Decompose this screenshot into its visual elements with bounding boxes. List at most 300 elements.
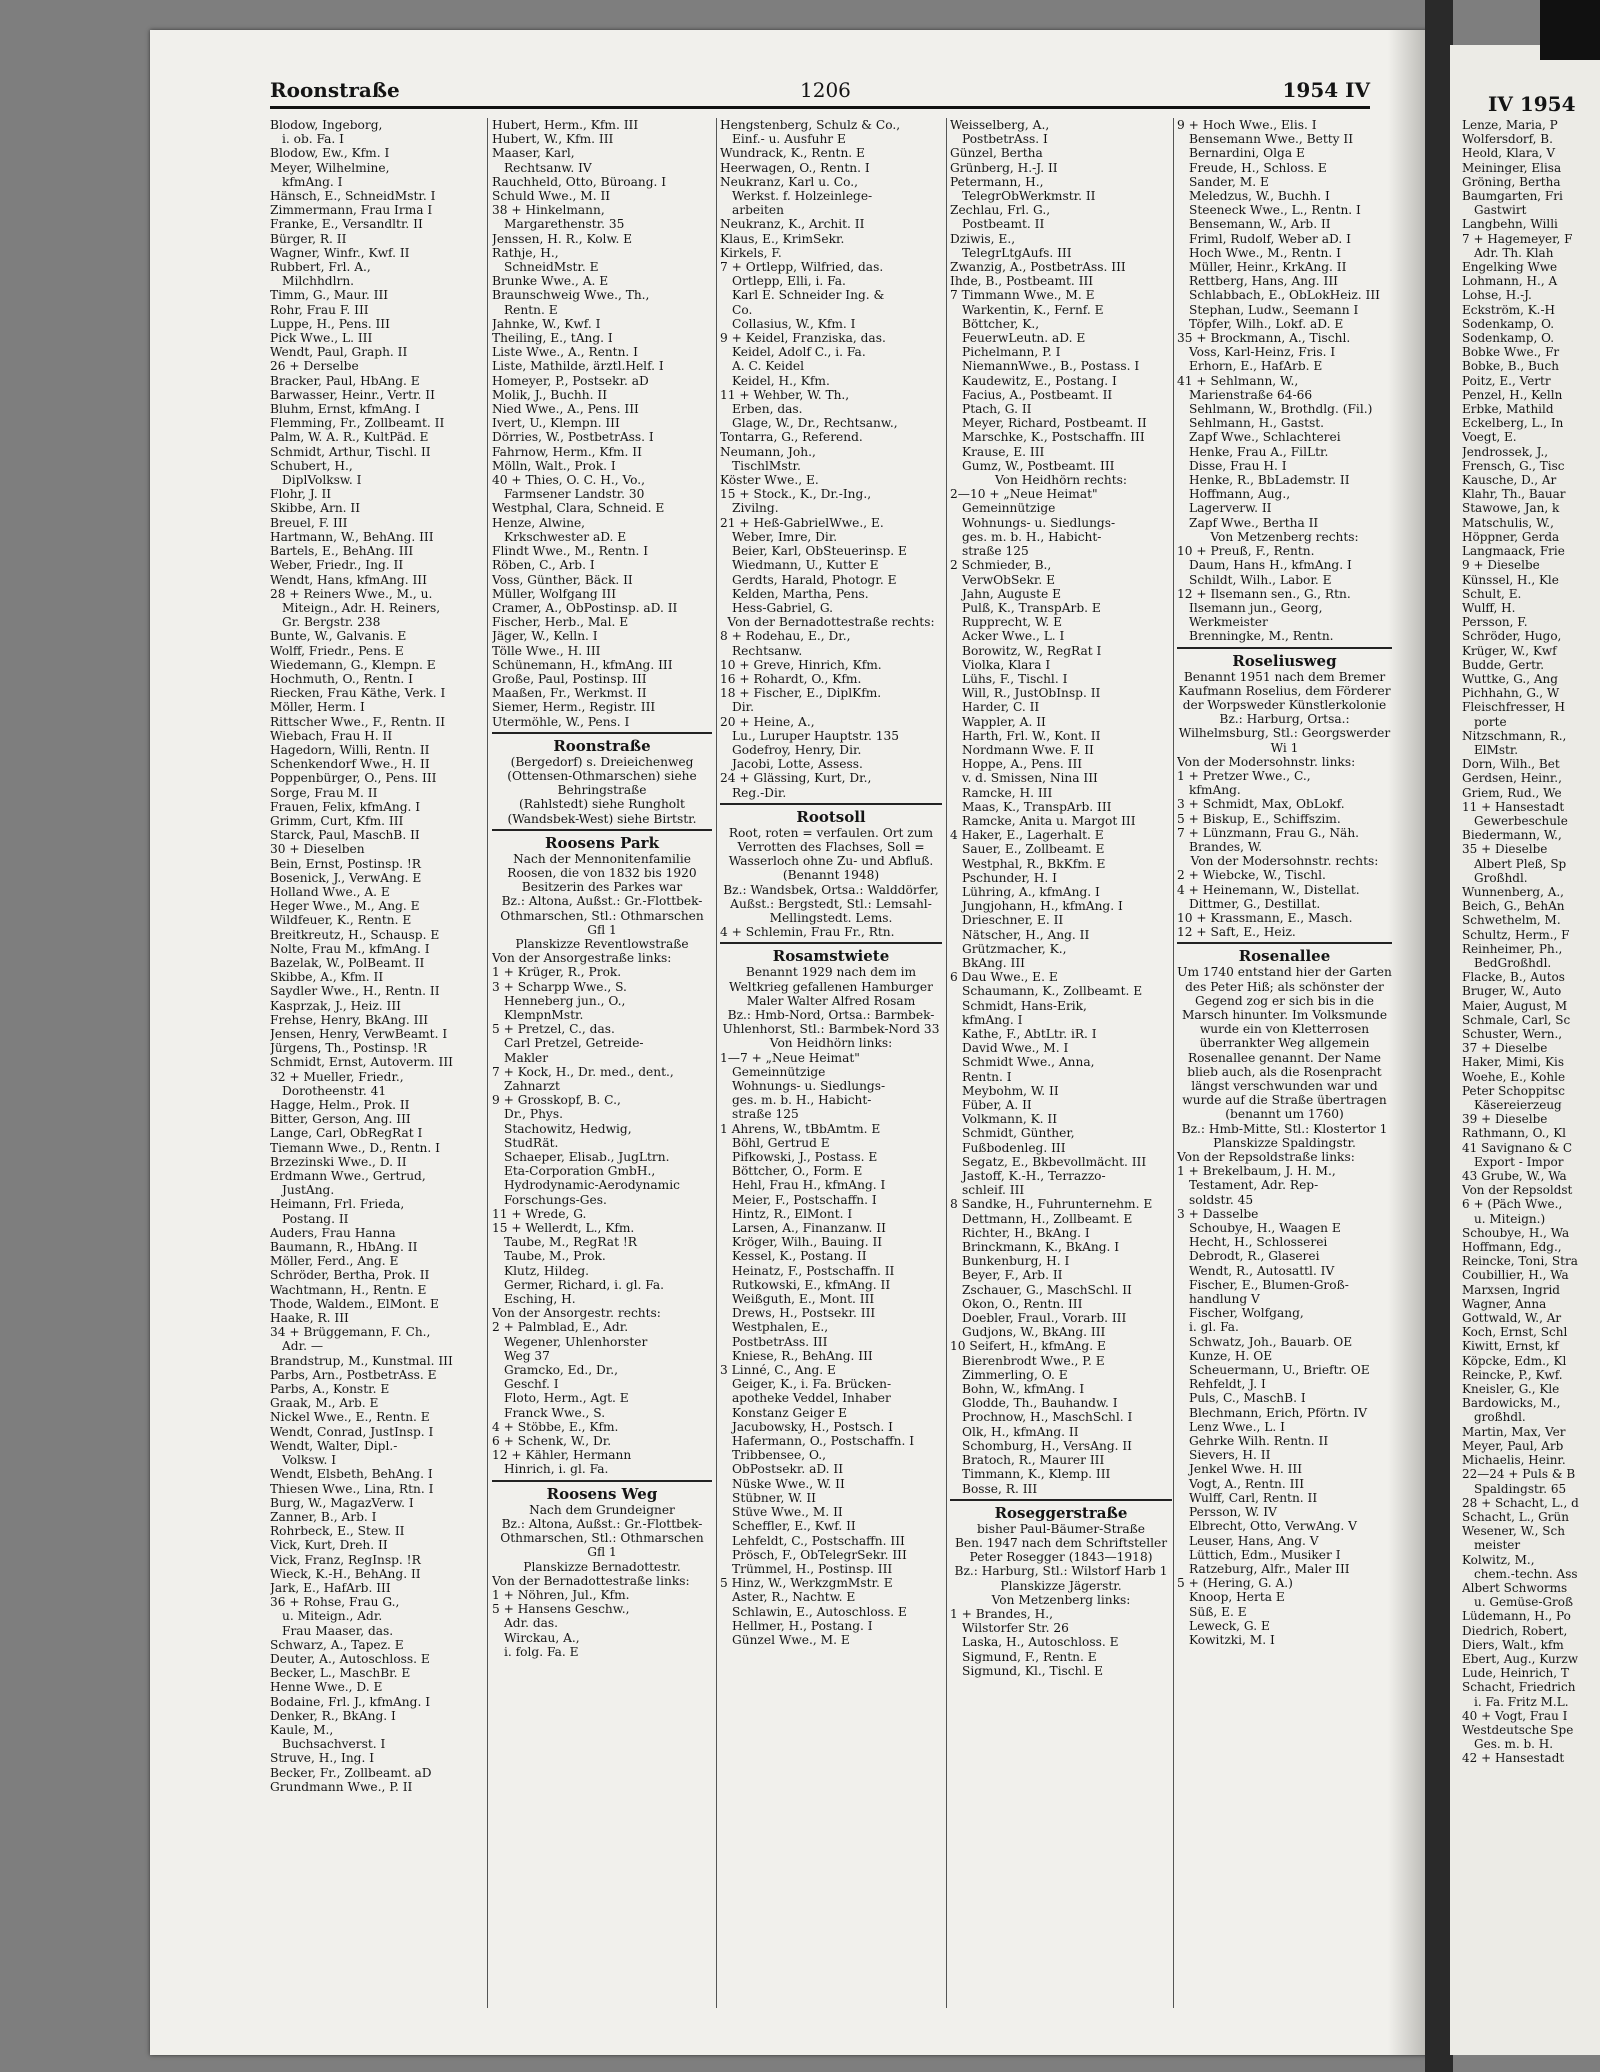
directory-entry: Utermöhle, W., Pens. I	[492, 714, 630, 729]
directory-entry: Bernardini, Olga E	[1189, 146, 1305, 161]
directory-entry: Friml, Rudolf, Weber aD. I	[1189, 231, 1351, 246]
directory-entry: Voss, Karl-Heinz, Fris. I	[1189, 345, 1336, 360]
directory-entry: Röben, C., Arb. I	[492, 558, 595, 573]
directory-entry: Brandstrup, M., Kunstmal. III	[270, 1353, 453, 1368]
directory-entry: 43 Grube, W., Wa	[1462, 1169, 1567, 1184]
directory-entry: 1 + Brandes, H.,	[950, 1606, 1054, 1621]
directory-entry: Meyer, Paul, Arb	[1462, 1438, 1564, 1453]
directory-entry: Petermann, H.,	[950, 174, 1044, 189]
directory-entry: Collasius, W., Kfm. I	[732, 316, 856, 331]
directory-entry: Wendt, Hans, kfmAng. III	[270, 572, 427, 587]
directory-entry: 2 + Palmblad, E., Adr.	[492, 1320, 629, 1335]
directory-entry: Diedrich, Robert,	[1462, 1623, 1568, 1638]
directory-entry: Sehlmann, H., Gastst.	[1189, 416, 1325, 431]
street-note: (Wandsbek-West) siehe Birtstr.	[507, 811, 697, 826]
directory-entry: Kolwitz, M.,	[1462, 1552, 1535, 1567]
directory-entry: 7 Timmann Wwe., M. E	[950, 288, 1095, 303]
directory-entry: Kröger, Wilh., Bauing. II	[732, 1235, 883, 1250]
directory-entry: Glodde, Th., Bauhandw. I	[962, 1396, 1118, 1411]
directory-entry: Hubert, W., Kfm. III	[492, 132, 614, 147]
directory-entry: Tiemann Wwe., D., Rentn. I	[270, 1140, 440, 1155]
directory-entry: Ges. m. b. H.	[1474, 1737, 1554, 1752]
directory-entry: Taube, M., RegRat !R	[504, 1235, 637, 1250]
directory-entry: Export - Impor	[1474, 1154, 1564, 1169]
directory-entry: Schildt, Wilh., Labor. E	[1189, 572, 1332, 587]
directory-entry: Klutz, Hildeg.	[504, 1263, 590, 1278]
directory-entry: Reinheimer, Ph.,	[1462, 941, 1563, 956]
directory-entry: Haake, R. III	[270, 1311, 349, 1326]
directory-entry: Klaus, E., KrimSekr.	[720, 231, 845, 246]
directory-entry: Wesener, W., Sch	[1462, 1524, 1565, 1539]
directory-entry: 35 + Brockmann, A., Tischl.	[1177, 331, 1351, 346]
directory-entry: Westphal, Clara, Schneid. E	[492, 501, 665, 516]
directory-entry: Bratoch, R., Maurer III	[962, 1453, 1105, 1468]
directory-entry: Richter, H., BkAng. I	[962, 1225, 1090, 1240]
directory-entry: Schoubye, H., Waagen E	[1189, 1221, 1341, 1236]
directory-entry: Stephan, Ludw., Seemann I	[1189, 302, 1359, 317]
directory-entry: Jahnke, W., Kwf. I	[492, 316, 601, 331]
directory-entry: Scheuermann, U., Brieftr. OE	[1189, 1363, 1370, 1378]
directory-entry: 28 + Reiners Wwe., M., u.	[270, 586, 433, 601]
directory-entry: Harder, C. II	[962, 700, 1040, 715]
directory-entry: Godefroy, Henry, Dir.	[732, 742, 862, 757]
directory-entry: Palm, W. A. R., KultPäd. E	[270, 430, 429, 445]
directory-entry: Blechmann, Erich, Pförtn. IV	[1189, 1405, 1368, 1420]
street-heading: Rootsoll	[720, 803, 942, 826]
directory-entry: Breuel, F. III	[270, 515, 348, 530]
directory-entry: Adr. Th. Klah	[1474, 245, 1554, 260]
directory-entry: 36 + Rohse, Frau G.,	[270, 1595, 400, 1610]
directory-entry: Gehrke Wilh. Rentn. II	[1189, 1434, 1329, 1449]
directory-entry: 16 + Rohardt, O., Kfm.	[720, 671, 862, 686]
directory-entry: Glage, W., Dr., Rechtsanw.,	[732, 416, 898, 431]
directory-entry: Schröder, Bertha, Prok. II	[270, 1268, 430, 1283]
directory-entry: Hellmer, H., Postang. I	[732, 1618, 873, 1633]
directory-entry: Ramcke, Anita u. Margot III	[962, 813, 1136, 828]
directory-entry: Reg.-Dir.	[732, 785, 787, 800]
directory-entry: Ebert, Aug., Kurzw	[1462, 1651, 1579, 1666]
directory-entry: Eckström, K.-H	[1462, 302, 1555, 317]
directory-entry: Becker, L., MaschBr. E	[270, 1666, 411, 1681]
directory-entry: Okon, O., Rentn. III	[962, 1296, 1083, 1311]
directory-entry: Bürger, R. II	[270, 231, 347, 246]
directory-entry: Heold, Klara, V	[1462, 146, 1556, 161]
directory-entry: Prösch, F., ObTelegrSekr. III	[732, 1547, 907, 1562]
directory-entry: u. Gemüse-Groß	[1474, 1595, 1574, 1610]
directory-entry: 41 Savignano & C	[1462, 1140, 1573, 1155]
street-note: Von Metzenberg rechts:	[1210, 529, 1359, 544]
directory-entry: Bluhm, Ernst, kfmAng. I	[270, 402, 420, 417]
directory-entry: Zimmerling, O. E	[962, 1367, 1068, 1382]
directory-entry: Lühring, A., kfmAng. I	[962, 884, 1100, 899]
directory-entry: Disse, Frau H. I	[1189, 458, 1287, 473]
directory-entry: Floto, Herm., Agt. E	[504, 1391, 629, 1406]
header-street: Roonstraße	[270, 78, 400, 102]
directory-entry: Gerdts, Harald, Photogr. E	[732, 572, 897, 587]
directory-entry: Bobke, B., Buch	[1462, 359, 1559, 374]
directory-entry: 6 Dau Wwe., E. E	[950, 970, 1058, 985]
directory-entry: Lohse, H.-J.	[1462, 288, 1532, 303]
directory-entry: Rutkowski, E., kfmAng. II	[732, 1277, 891, 1292]
directory-entry: 12 + Saft, E., Heiz.	[1177, 925, 1296, 940]
directory-entry: PostbetrAss. I	[962, 132, 1048, 147]
directory-entry: Erbke, Mathild	[1462, 402, 1554, 417]
directory-entry: 4 + Schlemin, Frau Fr., Rtn.	[720, 925, 895, 940]
directory-entry: Skibbe, A., Kfm. II	[270, 970, 384, 985]
street-heading: Rosamstwiete	[720, 942, 942, 965]
directory-entry: Flindt Wwe., M., Rentn. I	[492, 544, 649, 559]
directory-entry: Flohr, J. II	[270, 487, 332, 502]
directory-entry: chem.-techn. Ass	[1474, 1566, 1578, 1581]
directory-entry: Will, R., JustObInsp. II	[962, 686, 1101, 701]
directory-entry: Kowitzki, M. I	[1189, 1632, 1275, 1647]
directory-entry: Hess-Gabriel, G.	[732, 600, 834, 615]
directory-entry: Müller, Wolfgang III	[492, 586, 617, 601]
directory-entry: Maas, K., TranspArb. III	[962, 799, 1112, 814]
directory-entry: 7 + Ortlepp, Wilfried, das.	[720, 260, 884, 275]
directory-entry: Esching, H.	[504, 1292, 576, 1307]
directory-entry: 7 + Kock, H., Dr. med., dent.,	[492, 1064, 674, 1079]
directory-entry: Rechtsanw.	[732, 643, 803, 658]
next-page-header: IV 1954	[1488, 92, 1576, 116]
directory-entry: Debrodt, R., Glaserei	[1189, 1249, 1320, 1264]
directory-entry: porte	[1474, 714, 1507, 729]
directory-entry: Wagner, Winfr., Kwf. II	[270, 245, 410, 260]
directory-entry: 21 + Heß-GabrielWwe., E.	[720, 515, 884, 530]
directory-entry: Budde, Gertr.	[1462, 657, 1545, 672]
directory-entry: Zimmermann, Frau Irma I	[270, 203, 433, 218]
directory-entry: Mölln, Walt., Prok. I	[492, 458, 616, 473]
directory-entry: Nüske Wwe., W. II	[732, 1476, 845, 1491]
directory-entry: Neukranz, K., Archit. II	[720, 217, 865, 232]
directory-entry: 4 + Stöbbe, E., Kfm.	[492, 1419, 619, 1434]
directory-entry: A. C. Keidel	[732, 359, 804, 374]
directory-entry: apotheke Veddel, Inhaber	[732, 1391, 891, 1406]
street-note: Um 1740 entstand hier der Garten des Peter Hiß; als schönster der Gegend zog er sich bis in die Marsch hinunter. Im Volksmunde wurde ein von Kletterrosen überrankter Weg allgemein Rosenallee genannt. Der Name blieb auch, als die Rosenpracht längst verschwunden war und wurde auf die Straße übertragen (benannt um 1760)	[1177, 965, 1392, 1122]
directory-entry: Schwethelm, M.	[1462, 913, 1561, 928]
directory-entry: Deuter, A., Autoschloss. E	[270, 1651, 430, 1666]
directory-entry: Gröning, Bertha	[1462, 174, 1561, 189]
directory-entry: SchneidMstr. E	[504, 260, 599, 275]
directory-entry: Beich, G., BehAn	[1462, 899, 1565, 914]
directory-entry: 3 Linné, C., Ang. E	[720, 1363, 836, 1378]
directory-entry: Jungjohann, H., kfmAng. I	[962, 899, 1123, 914]
directory-entry: 37 + Dieselbe	[1462, 1041, 1548, 1056]
directory-entry: Hubert, Herm., Kfm. III	[492, 118, 639, 132]
directory-entry: Brenningke, M., Rentn.	[1189, 629, 1334, 644]
directory-entry: Köpcke, Edm., Kl	[1462, 1353, 1567, 1368]
directory-entry: Frehse, Henry, BkAng. III	[270, 1012, 429, 1027]
directory-entry: 1 Ahrens, W., tBbAmtm. E	[720, 1121, 881, 1136]
directory-entry: 41 + Sehlmann, W.,	[1177, 373, 1299, 388]
directory-entry: Harth, Frl. W., Kont. II	[962, 728, 1101, 743]
directory-entry: Rittscher Wwe., F., Rentn. II	[270, 714, 446, 729]
directory-entry: Schuld Wwe., M. II	[492, 189, 611, 204]
directory-entry: Lüttich, Edm., Musiker I	[1189, 1547, 1341, 1562]
directory-entry: Wohnungs- u. Siedlungs-	[962, 515, 1116, 530]
street-note: Planskizze Jägerstr.	[1000, 1578, 1122, 1593]
running-header	[270, 78, 1370, 109]
directory-entry: Ivert, U., Klempn. III	[492, 416, 620, 431]
directory-entry: Jäger, W., Kelln. I	[492, 629, 598, 644]
directory-entry: Wilstorfer Str. 26	[962, 1621, 1069, 1636]
directory-entry: Homeyer, P., Postsekr. aD	[492, 373, 649, 388]
directory-entry: Erhorn, E., HafArb. E	[1189, 359, 1323, 374]
directory-entry: Rettberg, Hans, Ang. III	[1189, 274, 1338, 289]
directory-entry: Bohn, W., kfmAng. I	[962, 1382, 1085, 1397]
directory-entry: 30 + Dieselben	[270, 842, 365, 857]
directory-entry: Bodaine, Frl. J., kfmAng. I	[270, 1694, 431, 1709]
directory-entry: Olk, H., kfmAng. II	[962, 1424, 1079, 1439]
directory-entry: Engelking Wwe	[1462, 260, 1558, 275]
directory-entry: Wirckau, A.,	[504, 1630, 580, 1645]
directory-entry: Eta-Corporation GmbH.,	[504, 1164, 656, 1179]
directory-entry: Jacubowsky, H., Postsch. I	[732, 1419, 893, 1434]
directory-entry: Rauchheld, Otto, Büroang. I	[492, 174, 667, 189]
directory-entry: Lu., Luruper Hauptstr. 135	[732, 728, 899, 743]
directory-entry: straße 125	[732, 1107, 799, 1122]
directory-entry: Marschke, K., Postschaffn. III	[962, 430, 1145, 445]
directory-entry: Wiebach, Frau H. II	[270, 728, 393, 743]
directory-entry: 11 + Hansestadt	[1462, 799, 1565, 814]
directory-entry: Sodenkamp, O.	[1462, 316, 1555, 331]
directory-entry: Saydler Wwe., H., Rentn. II	[270, 984, 440, 999]
directory-entry: Martin, Max, Ver	[1462, 1424, 1566, 1439]
directory-entry: 5 + Pretzel, C., das.	[492, 1022, 615, 1037]
directory-entry: Schult, E.	[1462, 586, 1522, 601]
directory-entry: Lehfeldt, C., Postschaffn. III	[732, 1533, 905, 1548]
directory-entry: soldstr. 45	[1189, 1192, 1254, 1207]
directory-entry: Persson, W. IV	[1189, 1505, 1277, 1520]
directory-entry: ges. m. b. H., Habicht-	[732, 1093, 872, 1108]
directory-entry: Schubert, H.,	[270, 458, 353, 473]
directory-entry: Dorn, Wilh., Bet	[1462, 757, 1560, 772]
directory-entry: NiemannWwe., B., Postass. I	[962, 359, 1140, 374]
directory-entry: Jastoff, K.-H., Terrazzo-	[962, 1169, 1106, 1184]
directory-entry: 4 + Heinemann, W., Distellat.	[1177, 882, 1360, 897]
directory-entry: Sigmund, F., Rentn. E	[962, 1649, 1097, 1664]
directory-entry: Segatz, E., Bkbevollmächt. III	[962, 1154, 1147, 1169]
page-number: 1206	[800, 78, 851, 102]
directory-entry: Forschungs-Ges.	[504, 1192, 607, 1207]
scan-corner	[1540, 0, 1600, 60]
directory-entry: Nolte, Frau M., kfmAng. I	[270, 941, 430, 956]
directory-entry: Burg, W., MagazVerw. I	[270, 1495, 414, 1510]
directory-entry: Grützmacher, K.,	[962, 941, 1067, 956]
directory-entry: Krüger, W., Kwf	[1462, 643, 1557, 658]
directory-entry: Drews, H., Postsekr. III	[732, 1306, 876, 1321]
directory-entry: Gottwald, W., Ar	[1462, 1311, 1562, 1326]
directory-entry: Grimm, Curt, Kfm. III	[270, 813, 404, 828]
directory-entry: Meledzus, W., Buchh. I	[1189, 189, 1330, 204]
directory-entry: Voegt, E.	[1462, 430, 1517, 445]
directory-entry: Wulff, Carl, Rentn. II	[1189, 1490, 1318, 1505]
directory-entry: 7 + Lünzmann, Frau G., Näh.	[1177, 825, 1360, 840]
directory-entry: Bartels, E., BehAng. III	[270, 544, 414, 559]
directory-entry: Pichhahn, G., W	[1462, 686, 1560, 701]
directory-entry: Tölle Wwe., H. III	[492, 643, 601, 658]
directory-entry: Woehe, E., Kohle	[1462, 1069, 1566, 1084]
directory-entry: Doebler, Fraul., Vorarb. III	[962, 1311, 1127, 1326]
directory-entry: Fußbodenleg. III	[962, 1140, 1066, 1155]
street-heading: Roosens Park	[492, 829, 712, 852]
directory-entry: Kessel, K., Postang. II	[732, 1249, 867, 1264]
directory-entry: Bardowicks, M.,	[1462, 1396, 1561, 1411]
directory-entry: Gewerbeschule	[1474, 813, 1568, 828]
directory-entry: Henze, Alwine,	[492, 515, 586, 530]
directory-entry: Becker, Fr., Zollbeamt. aD	[270, 1765, 432, 1780]
directory-entry: u. Miteign., Adr.	[282, 1609, 383, 1624]
directory-entry: Hoffmann, Aug.,	[1189, 487, 1291, 502]
directory-entry: 10 + Preuß, F., Rentn.	[1177, 544, 1315, 559]
street-heading: Roosens Weg	[492, 1480, 712, 1503]
street-note: Von der Modersohnstr. rechts:	[1190, 854, 1379, 869]
directory-entry: Penzel, H., Kelln	[1462, 387, 1563, 402]
street-note: Benannt 1929 nach dem im Weltkrieg gefallenen Hamburger Maler Walter Alfred Rosam	[729, 965, 933, 1008]
directory-entry: Margarethenstr. 35	[504, 217, 625, 232]
directory-entry: FeuerwLeutn. aD. E	[962, 331, 1086, 346]
directory-entry: 39 + Dieselbe	[1462, 1112, 1548, 1127]
directory-entry: Parbs, Arn., PostbetrAss. E	[270, 1367, 437, 1382]
page-fold-shadow	[1388, 30, 1428, 2055]
directory-entry: Molik, J., Buchh. II	[492, 387, 608, 402]
directory-entry: 1 + Nöhren, Jul., Kfm.	[492, 1587, 630, 1602]
directory-entry: Brandes, W.	[1189, 839, 1263, 854]
street-note: (Rahlstedt) siehe Rungholt	[519, 797, 685, 812]
directory-entry: Schmidt, Günther,	[962, 1126, 1075, 1141]
directory-entry: Adr. —	[282, 1339, 324, 1354]
directory-entry: Ortlepp, Elli, i. Fa.	[732, 274, 846, 289]
directory-entry: Dittmer, G., Destillat.	[1189, 896, 1321, 911]
directory-entry: Koch, Ernst, Schl	[1462, 1325, 1568, 1340]
directory-entry: Käsereierzeug	[1474, 1098, 1562, 1113]
directory-entry: Ptach, G. II	[962, 402, 1032, 417]
directory-entry: Jensen, Henry, VerwBeamt. I	[270, 1027, 448, 1041]
directory-entry: Nied Wwe., A., Pens. III	[492, 402, 639, 417]
directory-entry: Holland Wwe., A. E	[270, 884, 390, 899]
directory-entry: Geiger, K., i. Fa. Brücken-	[732, 1377, 892, 1392]
directory-entry: Lange, Carl, ObRegRat I	[270, 1126, 423, 1141]
directory-entry: Tontarra, G., Referend.	[720, 430, 863, 445]
directory-entry: Erdmann Wwe., Gertrud,	[270, 1169, 426, 1184]
directory-entry: Meininger, Elisa	[1462, 160, 1562, 175]
directory-entry: Gramcko, Ed., Dr.,	[504, 1363, 619, 1378]
directory-entry: Grünberg, H.-J. II	[950, 160, 1058, 175]
directory-entry: Lenze, Maria, P	[1462, 118, 1558, 132]
directory-entry: Persson, F.	[1462, 615, 1528, 630]
directory-entry: PostbetrAss. III	[732, 1334, 828, 1349]
column-5	[1177, 118, 1392, 2028]
directory-entry: Hehl, Frau H., kfmAng. I	[732, 1178, 886, 1193]
column-next-page	[1462, 118, 1600, 2028]
directory-entry: Aster, R., Nachtw. E	[732, 1590, 856, 1605]
directory-entry: Von der Ansorgestr. rechts:	[492, 1306, 661, 1321]
directory-entry: Bitter, Gerson, Ang. III	[270, 1112, 411, 1127]
directory-entry: Kaule, M.,	[270, 1722, 334, 1737]
directory-entry: Wendt, Paul, Graph. II	[270, 345, 408, 360]
directory-entry: Griem, Rud., We	[1462, 785, 1562, 800]
directory-entry: VerwObSekr. E	[962, 572, 1056, 587]
directory-entry: Wieck, K.-H., BehAng. II	[270, 1566, 421, 1581]
directory-entry: 9 + Grosskopf, B. C.,	[492, 1093, 621, 1108]
directory-entry: Thode, Waldem., ElMont. E	[270, 1296, 439, 1311]
directory-entry: ges. m. b. H., Habicht-	[962, 529, 1102, 544]
directory-entry: Einf.- u. Ausfuhr E	[732, 132, 846, 147]
street-note: Von Metzenberg links:	[991, 1592, 1131, 1607]
directory-entry: Bracker, Paul, HbAng. E	[270, 373, 420, 388]
directory-entry: Bunte, W., Galvanis. E	[270, 629, 407, 644]
directory-entry: BedGroßhdl.	[1474, 955, 1552, 970]
column-3	[720, 118, 942, 2028]
directory-entry: Buchsachverst. I	[282, 1737, 386, 1752]
street-note: Benannt 1951 nach dem Bremer Kaufmann Roselius, dem Förderer der Worpsweder Künstlerkolonie	[1178, 669, 1391, 712]
directory-entry: Fischer, E., Blumen-Groß-	[1189, 1277, 1349, 1292]
street-note: Bz.: Harburg, Ortsa.: Wilhelmsburg, Stl.: Georgswerder Wi 1	[1178, 712, 1391, 755]
directory-entry: Füber, A. II	[962, 1098, 1032, 1113]
directory-entry: Lagerverw. II	[1189, 501, 1272, 516]
directory-entry: Töpfer, Wilh., Lokf. aD. E	[1189, 316, 1344, 331]
directory-entry: Wuttke, G., Ang	[1462, 671, 1558, 686]
directory-entry: Schwatz, Joh., Bauarb. OE	[1189, 1334, 1353, 1349]
directory-entry: Timmann, K., Klemp. III	[962, 1467, 1111, 1482]
directory-entry: Henneberg jun., O.,	[504, 993, 626, 1008]
directory-entry: Hagedorn, Willi, Rentn. II	[270, 742, 430, 757]
street-note: Bz.: Harburg, Stl.: Wilstorf Harb 1	[954, 1564, 1168, 1579]
directory-entry: Jendrossek, J.,	[1462, 444, 1549, 459]
column-1	[270, 118, 482, 2028]
directory-entry: 38 + Hinkelmann,	[492, 203, 605, 218]
directory-entry: Peter Schoppitsc	[1462, 1083, 1565, 1098]
directory-entry: Dettmann, H., Zollbeamt. E	[962, 1211, 1133, 1226]
directory-entry: Gudjons, W., BkAng. III	[962, 1325, 1106, 1340]
directory-entry: Reincke, Toni, Stra	[1462, 1254, 1578, 1269]
directory-entry: Graak, M., Arb. E	[270, 1396, 379, 1411]
directory-entry: Puls, C., MaschB. I	[1189, 1391, 1306, 1406]
directory-entry: Trümmel, H., Postinsp. III	[732, 1561, 893, 1576]
directory-entry: Kathe, F., AbtLtr. iR. I	[962, 1027, 1097, 1041]
street-note: Ben. 1947 nach dem Schriftsteller Peter Rosegger (1843—1918)	[954, 1535, 1168, 1565]
directory-entry: Stachowitz, Hedwig,	[504, 1121, 632, 1136]
directory-entry: Wappler, A. II	[962, 714, 1046, 729]
directory-entry: kfmAng.	[1189, 783, 1241, 798]
directory-entry: Bosenick, J., VerwAng. E	[270, 870, 422, 885]
street-note: Nach dem Grundeigner	[529, 1502, 675, 1517]
directory-entry: Breitkreutz, H., Schausp. E	[270, 927, 440, 942]
directory-entry: Rentn. I	[962, 1069, 1012, 1084]
directory-entry: Erben, das.	[732, 402, 803, 417]
directory-entry: handlung V	[1189, 1292, 1260, 1307]
directory-entry: Schenkendorf Wwe., H. II	[270, 757, 430, 772]
directory-entry: Zapf Wwe., Bertha II	[1189, 515, 1319, 530]
directory-entry: 7 + Hagemeyer, F	[1462, 231, 1573, 246]
directory-entry: Marxsen, Ingrid	[1462, 1282, 1560, 1297]
directory-entry: Vogt, A., Rentn. III	[1189, 1476, 1305, 1491]
directory-entry: Blodow, Ingeborg,	[270, 118, 383, 132]
directory-entry: Timm, G., Maur. III	[270, 288, 389, 303]
directory-entry: Schomburg, H., VersAng. II	[962, 1438, 1132, 1453]
directory-entry: Von der Modersohnstr. links:	[1177, 754, 1356, 769]
directory-entry: Kniese, R., BehAng. III	[732, 1348, 873, 1363]
directory-entry: Knoop, Herta E	[1189, 1590, 1285, 1605]
directory-entry: Schacht, L., Grün	[1462, 1509, 1569, 1524]
directory-entry: Spaldingstr. 65	[1474, 1481, 1567, 1496]
directory-entry: Sodenkamp, O.	[1462, 331, 1555, 346]
directory-entry: Westphal, R., BkKfm. E	[962, 856, 1106, 871]
directory-entry: Vick, Franz, RegInsp. !R	[270, 1552, 421, 1567]
directory-entry: Albert Schworms	[1462, 1580, 1568, 1595]
directory-entry: Heinatz, F., Postschaffn. II	[732, 1263, 895, 1278]
directory-entry: 3 + Dasselbe	[1177, 1206, 1259, 1221]
